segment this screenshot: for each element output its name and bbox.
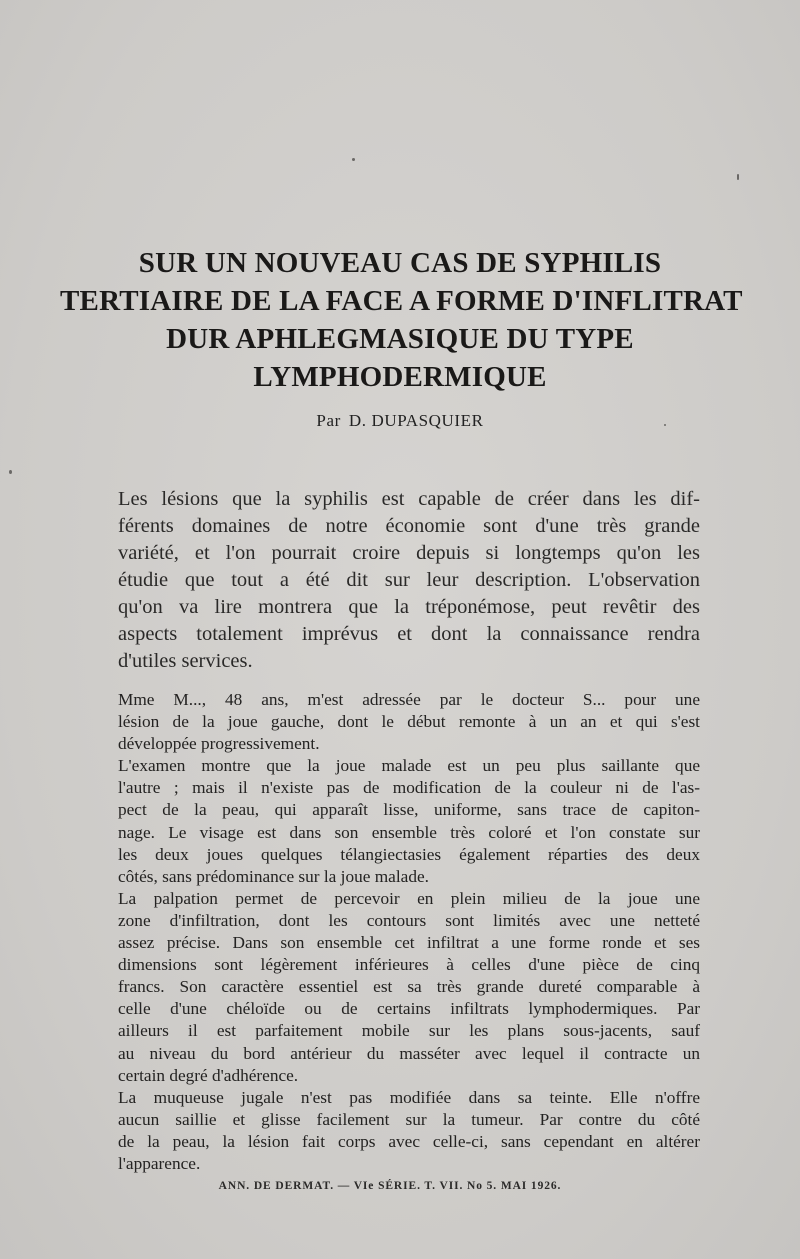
title-line: SUR UN NOUVEAU CAS DE SYPHILIS (138, 247, 662, 279)
intro-line: aspects totalement imprévus et dont la connaissance rendra (118, 623, 700, 645)
print-speck (737, 174, 739, 180)
body-line: celle d'une chéloïde ou de certains infiltrats lymphodermiques. Par (118, 999, 700, 1019)
journal-footer: ANN. DE DERMAT. — VIe SÉRIE. T. VII. No 5. MAI 1926. (218, 1180, 562, 1192)
body-line: côtés, sans prédominance sur la joue malade. (118, 866, 429, 886)
intro-line: qu'on va lire montrera que la tréponémose, peut revêtir des (118, 596, 700, 618)
article-title (60, 244, 743, 396)
print-speck (9, 470, 12, 474)
body-line: l'autre ; mais il n'existe pas de modification de la couleur ni de l'as- (118, 778, 700, 798)
body-line: de la peau, la lésion fait corps avec celle-ci, sans cependant en altérer (118, 1131, 700, 1151)
body-line: ailleurs il est parfaitement mobile sur les plans sous-jacents, sauf (118, 1021, 700, 1041)
intro-line: variété, et l'on pourrait croire depuis si longtemps qu'on les (118, 542, 700, 564)
body-line: aucun saillie et glisse facilement sur la tumeur. Par contre du côté (118, 1109, 700, 1129)
body-line: dimensions sont légèrement inférieures à celles d'une pièce de cinq (118, 955, 700, 975)
body-line: Mme M..., 48 ans, m'est adressée par le docteur S... pour une (118, 690, 700, 709)
author-byline (0, 411, 800, 431)
body-line: L'examen montre que la joue malade est un peu plus saillante que (118, 756, 700, 776)
body-line: La palpation permet de percevoir en plein milieu de la joue une (118, 888, 700, 908)
body-line: pect de la peau, qui apparaît lisse, uniforme, sans trace de capiton- (118, 800, 700, 820)
body-line: assez précise. Dans son ensemble cet infiltrat a une forme ronde et ses (118, 933, 700, 953)
body-line: l'apparence. (118, 1153, 201, 1173)
intro-paragraph (118, 486, 700, 675)
body-line: lésion de la joue gauche, dont le début remonte à un an et qui s'est (118, 712, 700, 732)
body-line: La muqueuse jugale n'est pas modifiée dans sa teinte. Elle n'offre (118, 1087, 700, 1107)
title-line: TERTIAIRE DE LA FACE A FORME D'INFLITRAT (60, 285, 743, 317)
body-line: certain degré d'adhérence. (118, 1065, 299, 1085)
body-paragraph (118, 1087, 700, 1175)
article-body (118, 689, 700, 1175)
body-line: au niveau du bord antérieur du masséter avec lequel il contracte un (118, 1043, 700, 1063)
print-speck (352, 158, 355, 161)
intro-line: étudie que tout a été dit sur leur description. L'observation (118, 569, 700, 591)
title-line: LYMPHODERMIQUE (253, 361, 547, 393)
author-prefix: Par (316, 411, 341, 430)
body-paragraph (118, 888, 700, 1087)
intro-line: férents domaines de notre économie sont d'une très grande (118, 515, 700, 537)
body-line: développée progressivement. (118, 734, 320, 754)
body-line: les deux joues quelques télangiectasies également réparties des deux (118, 844, 700, 864)
title-line: DUR APHLEGMASIQUE DU TYPE (166, 323, 634, 355)
body-line: zone d'infiltration, dont les contours sont limités avec une netteté (118, 910, 700, 930)
intro-line: Les lésions que la syphilis est capable de créer dans les dif- (118, 488, 700, 510)
body-paragraph (118, 689, 700, 755)
intro-line: d'utiles services. (118, 650, 253, 672)
body-line: francs. Son caractère essentiel est sa très grande dureté comparable à (118, 977, 700, 997)
author-name: D. DUPASQUIER (348, 411, 484, 430)
body-paragraph (118, 755, 700, 888)
body-line: nage. Le visage est dans son ensemble très coloré et l'on constate sur (118, 822, 700, 842)
